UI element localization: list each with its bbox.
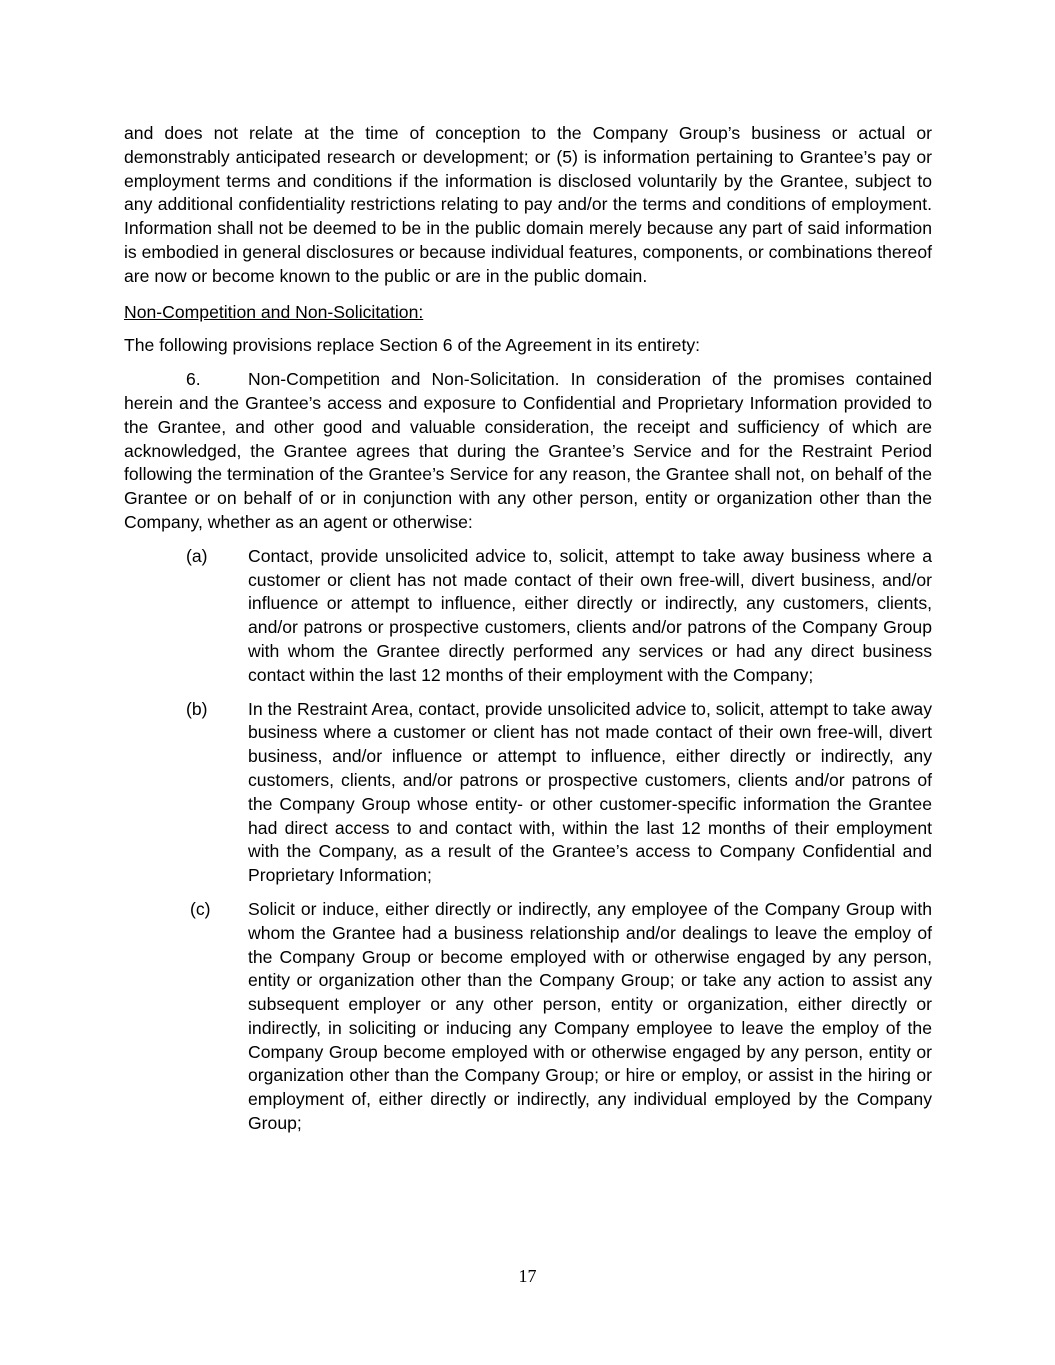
- lead-paragraph: The following provisions replace Section 6 of the Agreement in its entirety:: [124, 335, 701, 356]
- list-item-text: In the Restraint Area, contact, provide unsolicited advice to, solicit, attempt to take away business where a customer or client has not made contact of their own free-will, divert business, and/or influence or attempt to influence, either directly or indirectly, any customers, clients, and/or patrons or prospective customers, clients and/or patrons of the Company Group whose entity- or other customer-specific information the Grantee had direct access to and contact with, within the last 12 months of their employment with the Company, as a result of the Grantee’s access to Company Confidential and Proprietary Information;: [248, 698, 932, 886]
- list-item-text: Contact, provide unsolicited advice to, solicit, attempt to take away business where a customer or client has not made contact of their own free-will, divert business, and/or influence or attempt to influence, either directly or indirectly, any customers, clients, and/or patrons or prospective customers, clients and/or patrons of the Company Group with whom the Grantee directly performed any services or had any direct business contact within the last 12 months of their employment with the Company;: [248, 545, 932, 685]
- intro-paragraph: and does not relate at the time of conception to the Company Group’s business or actual or demonstrably anticipated research or development; or (5) is information pertaining to Grantee’s pay or employment terms and conditions if the information is disclosed voluntarily by the Grantee, subject to any additional confidentiality restrictions relating to pay and/or the terms and conditions of employment. Information shall not be deemed to be in the public domain merely because any part of said information is embodied in general disclosures or because individual features, components, or combinations thereof are now or become known to the public or are in the public domain.: [124, 123, 932, 286]
- list-item-label: (a): [186, 545, 208, 566]
- list-item-text: Solicit or induce, either directly or indirectly, any employee of the Company Group with whom the Grantee had a business relationship and/or dealings to leave the employ of the Company Group or become employed with or otherwise engaged by any person, entity or organization other than the Company Group; or take any action to assist any subsequent employer or any other person, entity or organization, either directly or indirectly, in soliciting or inducing any Company employee to leave the employ of the Company Group become employed with or otherwise engaged by any person, entity or organization other than the Company Group; or hire or employ, or assist in the hiring or employment of, either directly or indirectly, any individual employed by the Company Group;: [248, 898, 932, 1134]
- list-item-a: [124, 545, 932, 688]
- list-item-c: [124, 898, 932, 1136]
- list-item-b: [124, 698, 932, 888]
- page-number: 17: [518, 1266, 537, 1286]
- section-heading: Non-Competition and Non-Solicitation:: [124, 301, 424, 322]
- list-item-label: (c): [190, 898, 211, 919]
- section-6-paragraph: [124, 368, 932, 535]
- list-item-label: (b): [186, 698, 208, 719]
- section-number: 6.: [186, 369, 201, 390]
- section-6-text: Non-Competition and Non-Solicitation. In consideration of the promises contained herein and the Grantee’s access and exposure to Confidential and Proprietary Information provided to the Grantee, and other good and valuable consideration, the receipt and sufficiency of which are acknowledged, the Grantee agrees that during the Grantee’s Service and for the Restraint Period following the termination of the Grantee’s Service for any reason, the Grantee shall not, on behalf of the Grantee or on behalf of or in conjunction with any other person, entity or organization other than the Company, whether as an agent or otherwise:: [124, 369, 932, 532]
- document-page: [124, 122, 932, 1146]
